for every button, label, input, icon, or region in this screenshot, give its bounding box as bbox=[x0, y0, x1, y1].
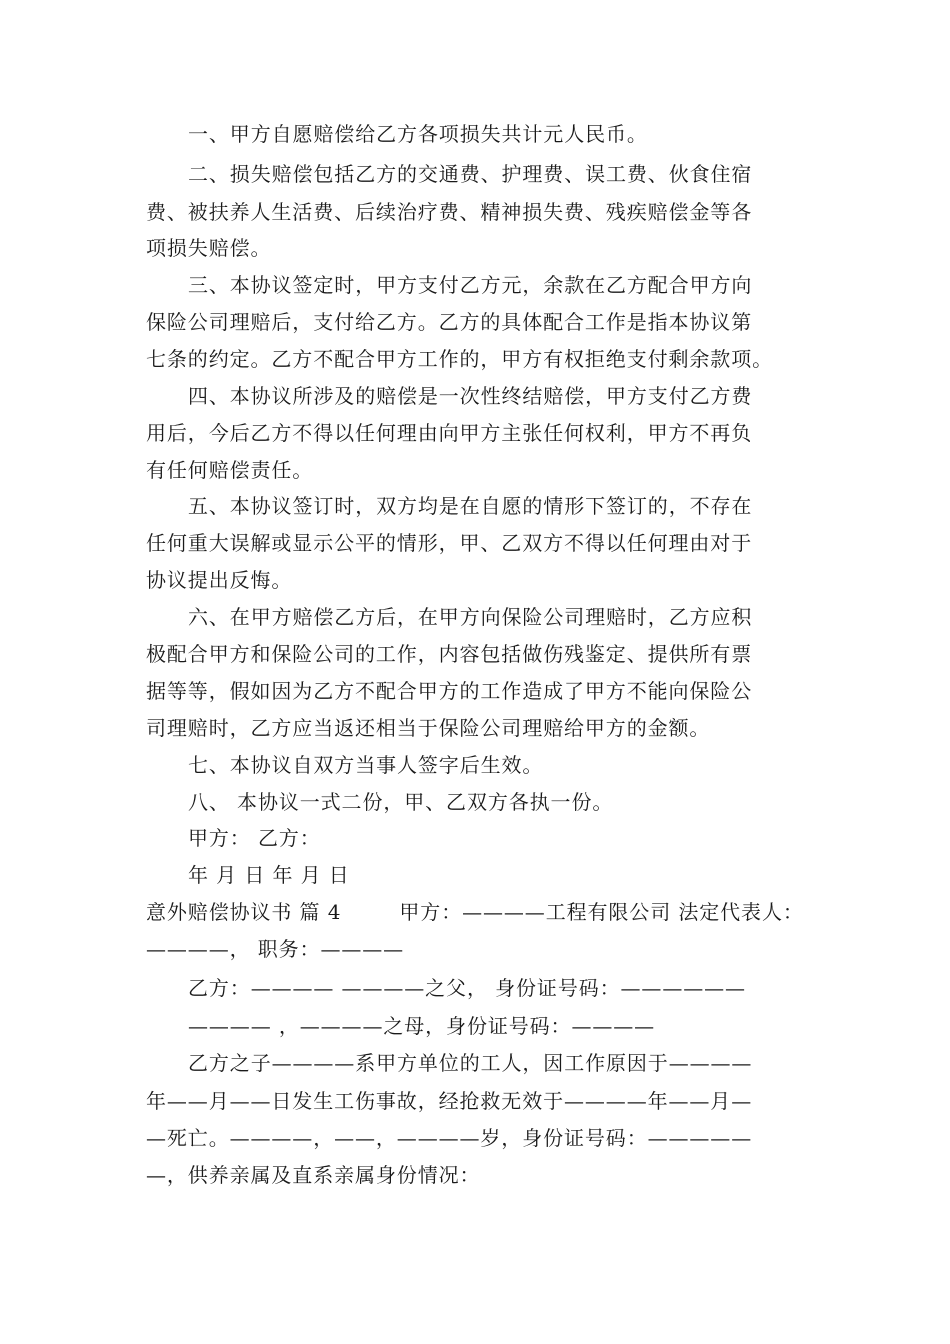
clause-3-line-3: 七条的约定。乙方不配合甲方工作的，甲方有权拒绝支付剩余款项。 bbox=[146, 347, 773, 371]
clause-5-line-1: 五、本协议签订时，双方均是在自愿的情形下签订的，不存在 bbox=[188, 494, 753, 518]
clause-4-line-1: 四、本协议所涉及的赔偿是一次性终结赔偿，甲方支付乙方费 bbox=[188, 384, 753, 408]
incident-line-2: 年——月——日发生工伤事故，经抢救无效于————年——月— bbox=[146, 1089, 753, 1113]
clause-6-line-1: 六、在甲方赔偿乙方后，在甲方向保险公司理赔时，乙方应积 bbox=[188, 605, 753, 629]
agreement-4-header: 意外赔偿协议书 篇 4 甲方：————工程有限公司 法定代表人： bbox=[146, 900, 804, 924]
clause-7: 七、本协议自双方当事人签字后生效。 bbox=[188, 753, 544, 777]
party-b-father: 乙方：———— ————之父， 身份证号码：—————— bbox=[188, 976, 746, 1000]
clause-2-line-2: 费、被扶养人生活费、后续治疗费、精神损失费、残疾赔偿金等各 bbox=[146, 200, 753, 224]
signature-parties: 甲方： 乙方： bbox=[188, 826, 321, 850]
clause-1: 一、甲方自愿赔偿给乙方各项损失共计元人民币。 bbox=[188, 122, 648, 146]
clause-6-line-4: 司理赔时，乙方应当返还相当于保险公司理赔给甲方的金额。 bbox=[146, 716, 711, 740]
clause-3-line-1: 三、本协议签定时，甲方支付乙方元，余款在乙方配合甲方向 bbox=[188, 273, 753, 297]
clause-8: 八、 本协议一式二份，甲、乙双方各执一份。 bbox=[188, 790, 614, 814]
clause-6-line-2: 极配合甲方和保险公司的工作，内容包括做伤残鉴定、提供所有票 bbox=[146, 642, 753, 666]
clause-3-line-2: 保险公司理赔后，支付给乙方。乙方的具体配合工作是指本协议第 bbox=[146, 310, 753, 334]
clause-5-line-3: 协议提出反悔。 bbox=[146, 568, 293, 592]
clause-4-line-3: 有任何赔偿责任。 bbox=[146, 458, 314, 482]
incident-line-4: —，供养亲属及直系亲属身份情况： bbox=[146, 1163, 481, 1187]
clause-5-line-2: 任何重大误解或显示公平的情形，甲、乙双方不得以任何理由对于 bbox=[146, 531, 753, 555]
incident-line-3: —死亡。————，——，————岁，身份证号码：————— bbox=[146, 1126, 753, 1150]
clause-2-line-3: 项损失赔偿。 bbox=[146, 236, 272, 260]
agreement-4-position: ————， 职务：———— bbox=[146, 937, 405, 961]
clause-6-line-3: 据等等，假如因为乙方不配合甲方的工作造成了甲方不能向保险公 bbox=[146, 679, 753, 703]
clause-2-line-1: 二、损失赔偿包括乙方的交通费、护理费、误工费、伙食住宿 bbox=[188, 162, 753, 186]
party-b-mother: ———— ，————之母，身份证号码：———— bbox=[188, 1014, 656, 1038]
clause-4-line-2: 用后，今后乙方不得以任何理由向甲方主张任何权利，甲方不再负 bbox=[146, 421, 753, 445]
signature-dates: 年 月 日 年 月 日 bbox=[188, 863, 350, 887]
incident-line-1: 乙方之子————系甲方单位的工人，因工作原因于———— bbox=[188, 1051, 753, 1075]
